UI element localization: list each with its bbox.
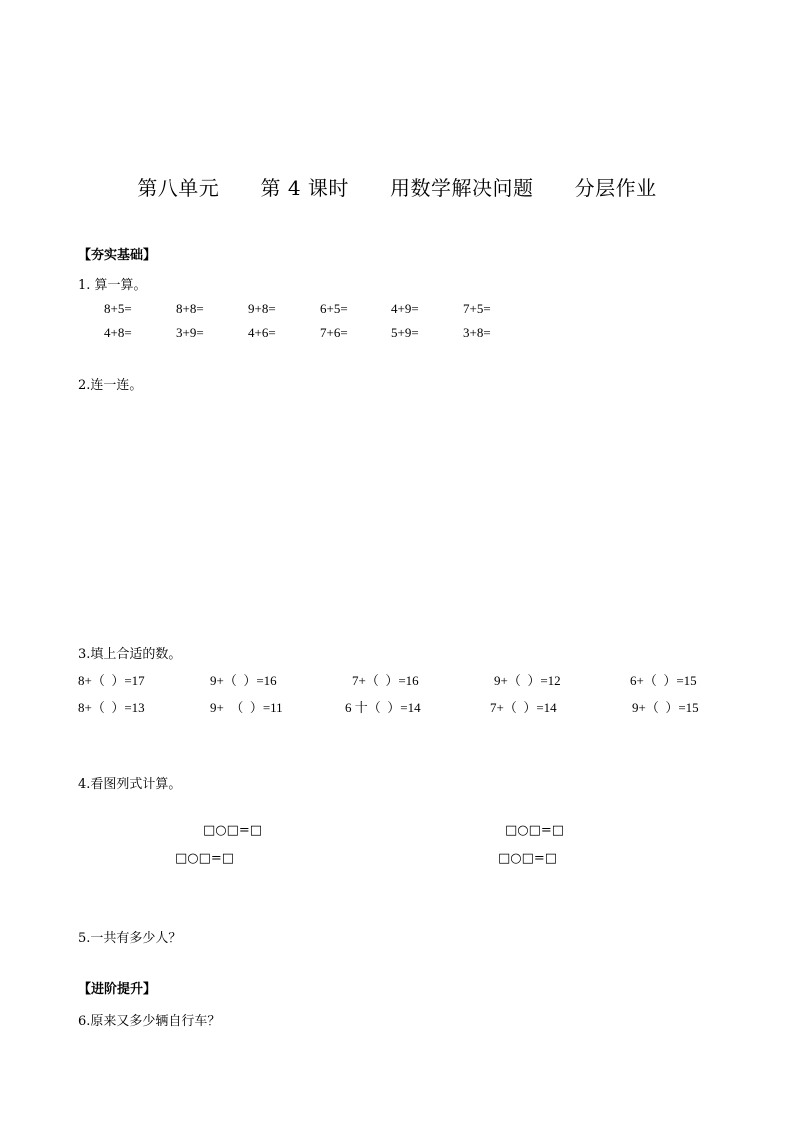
- equation: 7+6=: [320, 325, 348, 340]
- equation: 7+5=: [463, 301, 491, 316]
- fill-blank-equation: 6+（ ）=15: [630, 673, 697, 688]
- question-3-label: 3.填上合适的数。: [78, 647, 182, 662]
- formula-boxes: □○□=□: [175, 851, 235, 866]
- question-5-label: 5.一共有多少人？: [78, 931, 182, 946]
- page-title: 第八单元 第 4 课时 用数学解决问题 分层作业: [137, 176, 657, 200]
- equation: 3+9=: [176, 325, 204, 340]
- equation: 5+9=: [391, 325, 419, 340]
- question-2-label: 2.连一连。: [78, 378, 143, 393]
- fill-blank-equation: 8+（ ）=13: [78, 700, 145, 715]
- question-6-label: 6.原来又多少辆自行车？: [78, 1014, 221, 1029]
- question-1-label: 1. 算一算。: [78, 278, 147, 293]
- equation: 4+8=: [104, 325, 132, 340]
- equation: 3+8=: [463, 325, 491, 340]
- formula-boxes: □○□=□: [203, 823, 263, 838]
- equation: 8+5=: [104, 301, 132, 316]
- equation: 4+9=: [391, 301, 419, 316]
- fill-blank-equation: 8+（ ）=17: [78, 673, 145, 688]
- section-heading-basics: 【夯实基础】: [78, 248, 157, 263]
- fill-blank-equation: 9+（ ）=15: [632, 700, 699, 715]
- fill-blank-equation: 7+（ ）=14: [490, 700, 557, 715]
- equation: 6+5=: [320, 301, 348, 316]
- equation: 4+6=: [248, 325, 276, 340]
- formula-boxes: □○□=□: [498, 851, 558, 866]
- fill-blank-equation: 9+（ ）=12: [494, 673, 561, 688]
- equation: 8+8=: [176, 301, 204, 316]
- fill-blank-equation: 9+（ ）=16: [210, 673, 277, 688]
- fill-blank-equation: 6 十（ ）=14: [345, 700, 421, 715]
- formula-boxes: □○□=□: [505, 823, 565, 838]
- question-4-label: 4.看图列式计算。: [78, 777, 182, 792]
- fill-blank-equation: 9+ （ ）=11: [210, 700, 283, 715]
- section-heading-advanced: 【进阶提升】: [78, 982, 157, 997]
- fill-blank-equation: 7+（ ）=16: [352, 673, 419, 688]
- equation: 9+8=: [248, 301, 276, 316]
